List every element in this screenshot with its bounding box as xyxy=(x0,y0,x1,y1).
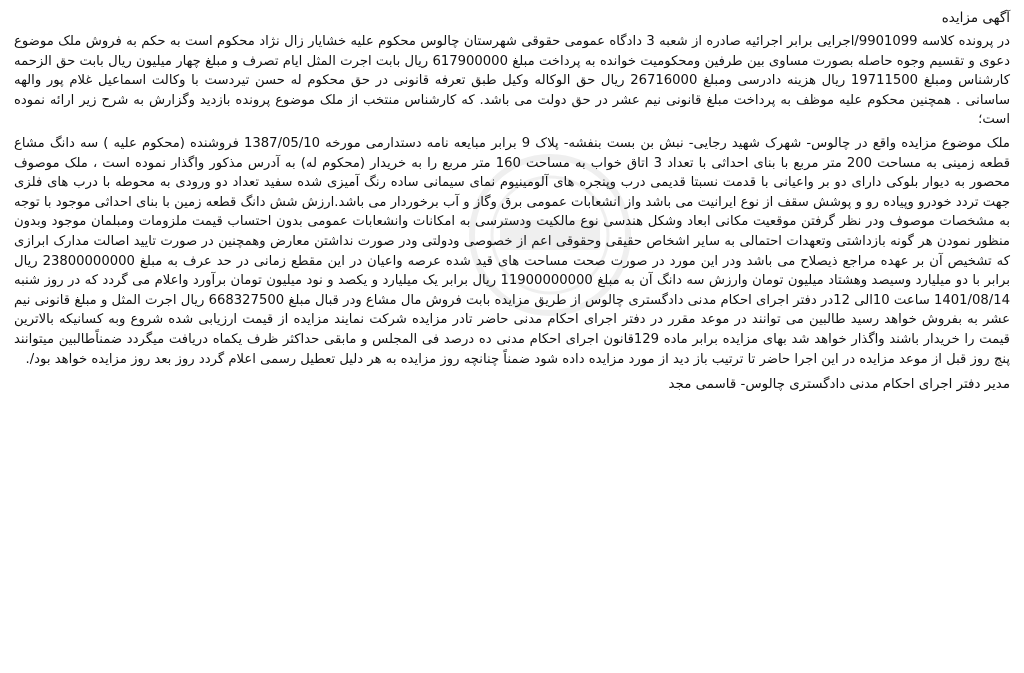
property-description-paragraph: ملک موضوع مزایده واقع در چالوس- شهرک شهید رجایی- نبش بن بست بنفشه- پلاک 9 برابر مبایعه نامه دستدارمی مورخه 1387/05/10 فروشنده (محکوم علیه ) سه دانگ مشاع قطعه زمینی به مساحت 200 متر مربع با بنای احداثی با تعداد 3 اتاق خواب به مساحت 160 متر مربع را به خریدار (محکوم له) به آدرس مذکور واگذار نموده است ، ملک موصوف محصور به دیوار بلوکی دارای دو بر واعیانی با قدمت نسبتا قدیمی درب وپنجره های آلومینیوم نمای سیمانی ساده رنگ آمیزی شده سفید تعداد دو ورودی به محوطه با درب های فلزی جهت تردد خودرو وپیاده رو و پوشش سقف از نوع ایرانیت می باشد واز انشعابات عمومی برق وگاز و آب برخوردار می باشد.ارزش شش دانگ قطعه زمین با بنای احداثی موجود با توجه به مشخصات موصوف ودر نظر گرفتن موقعیت مکانی ابعاد وشکل هندسی نوع مالکیت ودسترسی به امکانات وانشعابات عمومی بدون احتساب قیمت ملزومات ومبلمان موجود وبدون منظور نمودن هر گونه بازداشتی وتعهدات احتمالی به سایر اشخاص حقیقی وحقوقی اعم از خصوصی ودولتی ودر صورت نداشتن معارض وهمچنین در صورت تایید اصالت مدارک ابرازی که تشخیص آن بر عهده مراجع ذیصلاح می باشد ودر این مورد در صورت صحت مساحت های قید شده عرصه واعیان در این مقطع زمانی در حد عرف به مبلغ 23800000000 ریال برابر با دو میلیارد وسیصد وهشتاد میلیون تومان وارزش سه دانگ آن به مبلغ 11900000000 ریال برابر یک میلیارد و یکصد و نود میلیون تومان برآورد واعلام می گردد که در روز شنبه 1401/08/14 ساعت 10الی 12در دفتر اجرای احکام مدنی دادگستری چالوس از طریق مزایده بابت فروش مال مشاع ودر قبال مبلغ 668327500 ریال اجرت المثل و مبلغ قانونی نیم عشر به بفروش خواهد رسید طالبین می توانند در موعد مقرر در دفتر اجرای احکام مدنی حاضر تادر مزایده شرکت نمایند مزایده از قیمت ارزیابی شده شروع وبه کسانیکه بالاترین قیمت را خریدار باشند واگذار خواهد شد بهای مزایده برابر ماده 129قانون اجرای احکام مدنی ده درصد فی المجلس و مابقی حداکثر ظرف یکماه دریافت میگردد ضمناًطالبین میتوانند پنج روز قبل از موعد مزایده در این اجرا حاضر تا ترتیب باز دید از مورد مزایده داده شود ضمناً چنانچه روز مزایده به هر دلیل تعطیل رسمی اعلام گردد روز بعد روز مزایده خواهد بود/. xyxy=(14,135,1011,367)
signature-line: مدیر دفتر اجرای احکام مدنی دادگستری چالوس- قاسمی مجد xyxy=(668,377,1010,393)
notice-title: آگهی مزایده xyxy=(941,10,1010,26)
case-summary-paragraph: در پرونده کلاسه 9901099/اجرایی برابر اجرائیه صادره از شعبه 3 دادگاه عمومی حقوقی شهرستان چالوس محکوم علیه خشایار زال نژاد محکوم است به حکم به فروش ملک موضوع دعوی و تقسیم وجوه حاصله بصورت مساوی بین طرفین ومحکومیت خوانده به پرداخت مبلغ 617900000 ریال بابت اجرت المثل ایام تصرف و مبلغ چهار میلیون ریال بابت حق الزحمه کارشناس ومبلغ 19711500 ریال هزینه دادرسی ومبلغ 26716000 ریال حق الوکاله وکیل طبق تعرفه قانونی در حق محکوم له حسن تیردست با وکالت اسماعیل غلام پور والهه ساسانی . همچنین محکوم علیه موظف به پرداخت مبلغ قانونی نیم عشر در حق دولت می باشد. که کارشناس منتخب از ملک موضوع پرونده بازدید وگزارش به شرح زیر ارائه نموده است؛ xyxy=(14,34,1011,128)
